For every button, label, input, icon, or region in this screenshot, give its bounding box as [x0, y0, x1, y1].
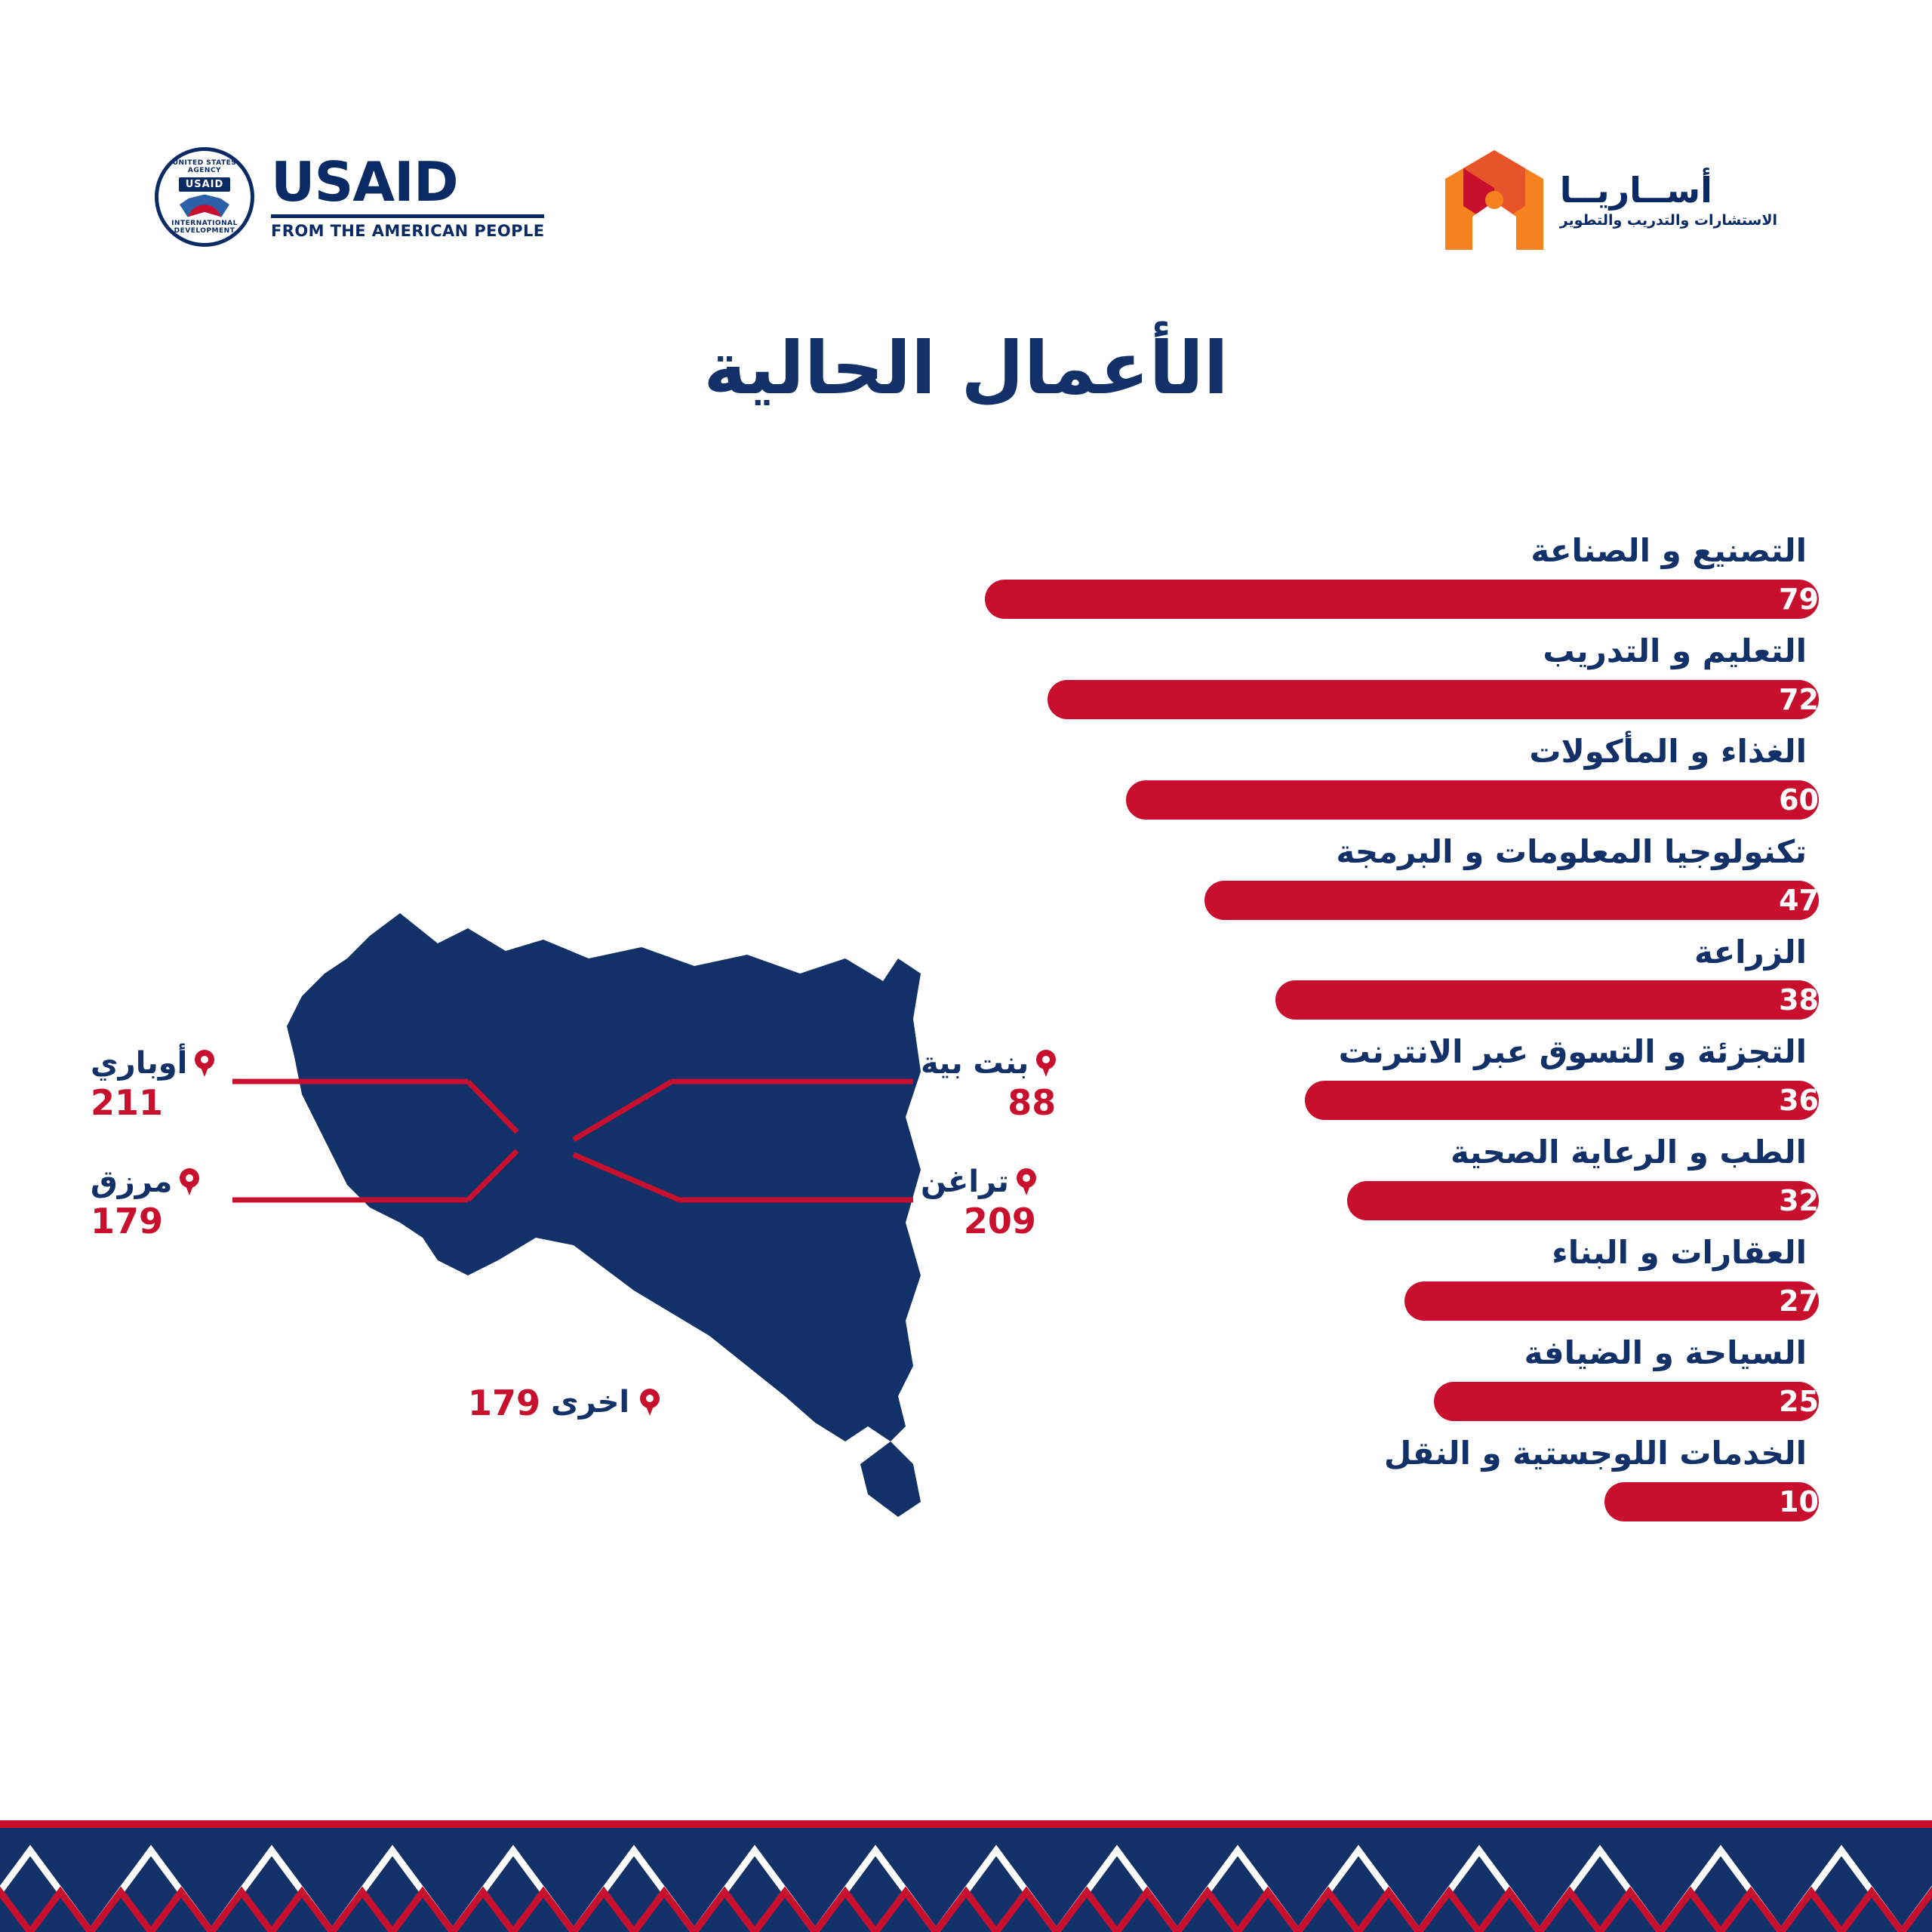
bar-value: 10: [1779, 1484, 1819, 1518]
bar-label: السياحة و الضيافة: [1524, 1334, 1807, 1372]
bar-value: 72: [1779, 682, 1819, 716]
usaid-seal-icon: [155, 147, 254, 247]
map-location-name: مرزق: [91, 1164, 173, 1199]
bar-fill: [1305, 1081, 1819, 1120]
map-location-value: 211: [91, 1082, 164, 1123]
asaria-subtitle: الاستشارات والتدريب والتطوير: [1559, 211, 1777, 229]
asaria-logo: [1442, 147, 1777, 253]
bar-value: 38: [1779, 983, 1819, 1017]
bar-track: [891, 580, 1819, 619]
map-pin-icon: [640, 1389, 660, 1416]
map-location-row: [91, 1046, 214, 1081]
map-location-row: [921, 1046, 1056, 1081]
map-location-value: 179: [91, 1201, 164, 1241]
bar-track: [891, 680, 1819, 719]
usaid-tagline: FROM THE AMERICAN PEOPLE: [271, 222, 545, 240]
map-location-value: 179: [468, 1383, 541, 1423]
usaid-logo: [155, 147, 544, 247]
bar-label: التصنيع و الصناعة: [1531, 532, 1807, 569]
bar-value: 27: [1779, 1284, 1819, 1318]
bar-value: 60: [1779, 783, 1819, 817]
map-location-bent-baya[interactable]: [921, 1046, 1056, 1123]
bar-value: 79: [1779, 582, 1819, 616]
bar-fill: [1275, 980, 1819, 1020]
band-pattern-icon: [0, 1820, 1932, 1932]
usaid-word-us: US: [271, 150, 353, 214]
map-location-murzuq[interactable]: [91, 1164, 199, 1241]
asaria-mark-icon: [1442, 147, 1546, 253]
asaria-text: [1560, 171, 1777, 228]
map-pin-icon: [1017, 1168, 1036, 1195]
map-location-name: أوباري: [91, 1046, 188, 1081]
map-location-taraghin[interactable]: [921, 1164, 1036, 1241]
bar-label: الخدمات اللوجستية و النقل: [1383, 1435, 1807, 1472]
usaid-wordmark: [271, 150, 545, 240]
usaid-wings-icon: [180, 195, 229, 217]
map-location-name: بنت بية: [921, 1046, 1029, 1081]
bar-label: الغذاء و المأكولات: [1529, 732, 1807, 770]
bar-label: الزراعة: [1694, 933, 1807, 971]
bar-value: 47: [1779, 883, 1819, 917]
bar-group-education: [891, 629, 1819, 719]
map-location-name: اخرى: [551, 1385, 630, 1420]
bar-fill: [1604, 1482, 1819, 1521]
bar-label: العقارات و البناء: [1552, 1234, 1807, 1272]
bar-label: الطب و الرعاية الصحية: [1451, 1134, 1807, 1171]
map-location-name: تراغن: [921, 1164, 1009, 1199]
bar-value: 25: [1779, 1385, 1819, 1419]
map-pin-icon: [1036, 1050, 1056, 1077]
bar-fill: [1404, 1281, 1819, 1321]
map-location-value: 209: [963, 1201, 1036, 1241]
map-location-other[interactable]: [468, 1381, 660, 1423]
bar-group-food: [891, 729, 1819, 820]
map-pin-icon: [195, 1050, 214, 1077]
bar-fill: [1126, 780, 1819, 820]
bar-label: التعليم و التدريب: [1543, 632, 1807, 669]
bar-fill: [1204, 881, 1819, 920]
bar-value: 32: [1779, 1184, 1819, 1218]
bottom-ornament-band: [0, 1820, 1932, 1932]
bar-fill: [985, 580, 1819, 619]
usaid-word-aid: AID: [352, 150, 458, 214]
bar-value: 36: [1779, 1084, 1819, 1118]
bar-fill: [1434, 1382, 1819, 1421]
bar-track: [891, 780, 1819, 820]
usaid-seal-badge: USAID: [179, 177, 231, 192]
map-location-ubari[interactable]: [91, 1046, 214, 1123]
usaid-seal-ring-bottom: INTERNATIONAL DEVELOPMENT: [171, 220, 238, 235]
bar-group-manufacturing: [891, 528, 1819, 619]
bar-fill: [1048, 680, 1819, 719]
bar-label: التجزئة و التسوق عبر الانترنت: [1338, 1033, 1807, 1071]
libya-map-icon: [45, 868, 1102, 1811]
bar-label: تكنولوجيا المعلومات و البرمجة: [1336, 832, 1807, 870]
asaria-name: أســاريــا: [1559, 170, 1712, 211]
usaid-divider: [271, 214, 544, 218]
map-location-row: [921, 1164, 1036, 1199]
usaid-seal-ring-top: UNITED STATES AGENCY: [172, 159, 237, 174]
map-section: [45, 868, 1102, 1811]
band-accent-line: [0, 1820, 1932, 1828]
usaid-wordmark-text: [271, 150, 544, 214]
bar-fill: [1347, 1181, 1819, 1220]
map-pin-icon: [180, 1168, 199, 1195]
page-title: الأعمال الحالية: [703, 326, 1229, 411]
map-location-value: 88: [1008, 1082, 1057, 1123]
map-location-row: [91, 1164, 199, 1199]
